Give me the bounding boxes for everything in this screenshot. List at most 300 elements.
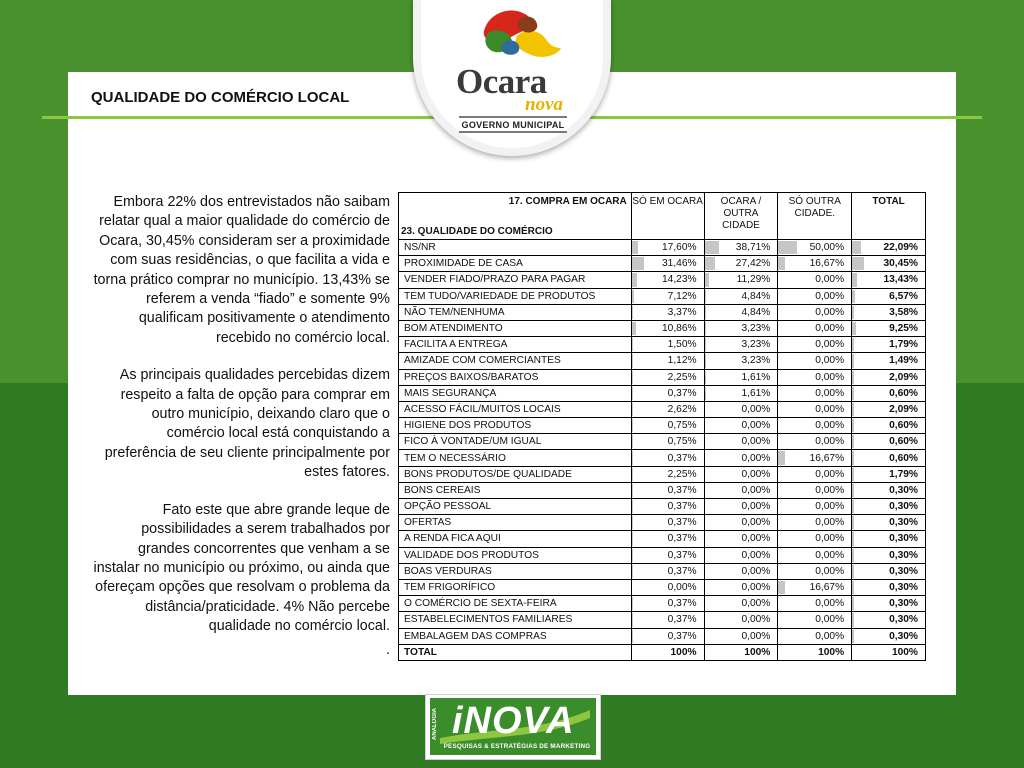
value-cell — [704, 337, 778, 353]
value-text: 0,30% — [889, 614, 918, 626]
value-text: 1,61% — [741, 371, 771, 383]
total-cell: 100% — [631, 644, 704, 660]
value-text: 17,60% — [662, 242, 697, 254]
analysis-paragraph: . — [386, 641, 390, 658]
value-text: 50,00% — [809, 242, 845, 254]
value-text: 0,30% — [889, 598, 918, 610]
total-cell: 100% — [852, 644, 926, 660]
row-label: PREÇOS BAIXOS/BARATOS — [399, 369, 632, 385]
value-cell — [852, 499, 926, 515]
value-bar — [632, 387, 633, 400]
value-text: 9,25% — [889, 323, 918, 335]
row-label: TOTAL — [399, 644, 632, 660]
value-cell — [631, 320, 704, 336]
table-row — [399, 612, 926, 628]
value-text: 0,00% — [815, 484, 845, 496]
value-text: 1,50% — [667, 339, 697, 351]
row-label: NS/NR — [399, 240, 632, 256]
value-text: 1,61% — [741, 387, 771, 399]
value-bar — [632, 273, 637, 286]
value-bar — [852, 532, 853, 545]
value-cell — [852, 418, 926, 434]
row-label: O COMÉRCIO DE SEXTA-FEIRA — [399, 596, 632, 612]
value-cell — [852, 547, 926, 563]
value-bar — [852, 484, 853, 497]
value-cell — [852, 256, 926, 272]
value-bar — [852, 290, 854, 303]
value-cell — [778, 385, 852, 401]
value-text: 0,00% — [815, 403, 845, 415]
value-bar — [852, 322, 856, 335]
value-text: 0,00% — [741, 403, 771, 415]
value-text: 38,71% — [735, 242, 771, 254]
value-text: 6,57% — [889, 290, 918, 302]
value-bar — [852, 338, 853, 351]
value-cell — [778, 320, 852, 336]
value-bar — [852, 630, 853, 643]
value-bar — [632, 500, 633, 513]
column-header: OCARA / OUTRA CIDADE — [704, 193, 778, 240]
inova-side-label: ANALOGIA — [432, 708, 438, 740]
table-row — [399, 563, 926, 579]
value-text: 10,86% — [662, 323, 697, 335]
value-text: 0,00% — [741, 517, 771, 529]
value-text: 0,30% — [889, 630, 918, 642]
crosstab-column-question: 17. COMPRA EM OCARA — [508, 196, 627, 207]
value-text: 0,00% — [741, 501, 771, 513]
row-label: BONS CEREAIS — [399, 482, 632, 498]
table-row — [399, 596, 926, 612]
value-cell — [852, 385, 926, 401]
row-label: OPÇÃO PESSOAL — [399, 499, 632, 515]
value-bar — [778, 257, 784, 270]
value-text: 0,37% — [667, 533, 697, 545]
value-text: 0,00% — [815, 306, 845, 318]
value-cell — [704, 320, 778, 336]
table-row — [399, 547, 926, 563]
inova-wordmark: iNOVA — [452, 700, 575, 742]
crosstab-row-question: 23. QUALIDADE DO COMÉRCIO — [401, 226, 553, 237]
value-cell — [704, 288, 778, 304]
value-text: 16,67% — [809, 258, 845, 270]
value-bar — [632, 451, 633, 464]
value-bar — [778, 451, 784, 464]
row-label: NÃO TEM/NENHUMA — [399, 304, 632, 320]
value-bar — [632, 630, 633, 643]
row-label: BOAS VERDURAS — [399, 563, 632, 579]
value-cell — [852, 304, 926, 320]
value-cell — [631, 450, 704, 466]
logo-badge — [421, 0, 603, 148]
value-bar — [632, 290, 635, 303]
value-text: 0,37% — [667, 501, 697, 513]
value-text: 16,67% — [809, 452, 845, 464]
value-text: 0,00% — [815, 614, 845, 626]
table-row — [399, 579, 926, 595]
value-cell — [704, 353, 778, 369]
value-cell — [852, 320, 926, 336]
value-bar — [852, 419, 853, 432]
value-text: 0,30% — [889, 501, 918, 513]
value-text: 0,60% — [889, 452, 918, 464]
value-bar — [852, 565, 853, 578]
value-bar — [632, 468, 633, 481]
logo-divider — [459, 116, 567, 118]
value-bar — [705, 257, 715, 270]
row-label: TEM FRIGORÍFICO — [399, 579, 632, 595]
value-cell — [631, 369, 704, 385]
value-text: 13,43% — [883, 274, 918, 286]
value-cell — [778, 450, 852, 466]
value-cell — [704, 612, 778, 628]
row-label: VENDER FIADO/PRAZO PARA PAGAR — [399, 272, 632, 288]
value-text: 0,00% — [815, 517, 845, 529]
value-text: 0,00% — [741, 436, 771, 448]
value-text: 0,00% — [815, 323, 845, 335]
value-bar — [852, 241, 860, 254]
value-text: 0,00% — [815, 290, 845, 302]
value-bar — [852, 403, 853, 416]
value-text: 0,37% — [667, 549, 697, 561]
value-cell — [631, 401, 704, 417]
row-label: A RENDA FICA AQUI — [399, 531, 632, 547]
analysis-text — [92, 193, 390, 660]
value-cell — [631, 612, 704, 628]
value-bar — [852, 597, 853, 610]
value-cell — [778, 628, 852, 644]
value-text: 30,45% — [883, 258, 918, 270]
value-cell — [631, 531, 704, 547]
value-bar — [632, 532, 633, 545]
table-body — [399, 240, 926, 661]
value-text: 0,37% — [667, 614, 697, 626]
value-cell — [778, 579, 852, 595]
value-bar — [632, 597, 633, 610]
value-text: 0,00% — [815, 274, 845, 286]
value-cell — [778, 369, 852, 385]
logo-name: Ocara — [456, 62, 547, 101]
value-cell — [852, 515, 926, 531]
value-cell — [778, 256, 852, 272]
value-bar — [705, 306, 707, 319]
value-text: 0,00% — [815, 549, 845, 561]
value-cell — [704, 515, 778, 531]
value-cell — [852, 401, 926, 417]
value-cell — [631, 288, 704, 304]
value-text: 0,00% — [741, 533, 771, 545]
table-row — [399, 450, 926, 466]
column-header: TOTAL — [852, 193, 926, 240]
value-text: 0,00% — [815, 468, 845, 480]
value-cell — [778, 563, 852, 579]
value-cell — [631, 563, 704, 579]
value-text: 0,37% — [667, 387, 697, 399]
value-text: 0,37% — [667, 517, 697, 529]
table-row — [399, 434, 926, 450]
value-text: 0,00% — [667, 582, 697, 594]
value-bar — [632, 257, 644, 270]
table-row — [399, 337, 926, 353]
value-text: 14,23% — [662, 274, 697, 286]
row-label: FACILITA A ENTREGA — [399, 337, 632, 353]
value-text: 0,00% — [741, 484, 771, 496]
value-text: 0,60% — [889, 420, 918, 432]
value-cell — [778, 337, 852, 353]
value-text: 0,00% — [815, 533, 845, 545]
table-row — [399, 482, 926, 498]
value-bar — [852, 581, 853, 594]
value-cell — [852, 563, 926, 579]
table-row — [399, 515, 926, 531]
table-row — [399, 288, 926, 304]
value-cell — [778, 612, 852, 628]
value-cell — [704, 547, 778, 563]
table-row — [399, 256, 926, 272]
value-cell — [704, 240, 778, 256]
row-label: MAIS SEGURANÇA — [399, 385, 632, 401]
value-text: 0,30% — [889, 517, 918, 529]
value-text: 3,23% — [741, 323, 771, 335]
value-bar — [852, 613, 853, 626]
value-cell — [852, 240, 926, 256]
table-total-row — [399, 644, 926, 660]
value-text: 3,58% — [889, 306, 918, 318]
value-text: 2,25% — [667, 371, 697, 383]
row-label: TEM TUDO/VARIEDADE DE PRODUTOS — [399, 288, 632, 304]
value-cell — [631, 337, 704, 353]
value-bar — [632, 549, 633, 562]
value-cell — [778, 515, 852, 531]
column-header: SÓ OUTRA CIDADE. — [778, 193, 852, 240]
value-bar — [632, 435, 633, 448]
table-row — [399, 418, 926, 434]
value-cell — [631, 482, 704, 498]
logo-government-label: GOVERNO MUNICIPAL — [461, 120, 565, 130]
value-cell — [704, 563, 778, 579]
value-text: 0,30% — [889, 533, 918, 545]
total-cell: 100% — [778, 644, 852, 660]
table-row — [399, 369, 926, 385]
value-text: 0,00% — [741, 565, 771, 577]
value-cell — [852, 612, 926, 628]
value-bar — [705, 322, 706, 335]
row-label: BONS PRODUTOS/DE QUALIDADE — [399, 466, 632, 482]
value-text: 0,00% — [815, 598, 845, 610]
value-text: 3,23% — [741, 355, 771, 367]
logo-divider — [459, 131, 567, 133]
value-bar — [632, 403, 633, 416]
table-row — [399, 385, 926, 401]
value-cell — [631, 240, 704, 256]
value-text: 11,29% — [736, 274, 771, 286]
value-cell — [852, 450, 926, 466]
row-label: EMBALAGEM DAS COMPRAS — [399, 628, 632, 644]
value-text: 0,00% — [815, 387, 845, 399]
value-text: 0,75% — [667, 436, 697, 448]
value-text: 2,09% — [889, 403, 918, 415]
value-text: 1,79% — [889, 468, 918, 480]
value-cell — [704, 628, 778, 644]
value-cell — [852, 353, 926, 369]
value-bar — [852, 516, 853, 529]
value-text: 0,00% — [815, 630, 845, 642]
value-bar — [632, 306, 633, 319]
value-cell — [852, 272, 926, 288]
value-cell — [704, 596, 778, 612]
value-cell — [631, 596, 704, 612]
value-cell — [852, 466, 926, 482]
value-text: 0,00% — [815, 565, 845, 577]
logo-subname: nova — [525, 94, 563, 115]
value-text: 0,37% — [667, 565, 697, 577]
row-label: FICO À VONTADE/UM IGUAL — [399, 434, 632, 450]
value-text: 7,12% — [667, 290, 697, 302]
value-cell — [631, 499, 704, 515]
value-cell — [704, 466, 778, 482]
value-bar — [705, 371, 706, 384]
value-bar — [632, 484, 633, 497]
row-label: VALIDADE DOS PRODUTOS — [399, 547, 632, 563]
value-cell — [778, 434, 852, 450]
value-cell — [852, 434, 926, 450]
value-cell — [704, 531, 778, 547]
value-cell — [778, 499, 852, 515]
value-cell — [852, 369, 926, 385]
value-cell — [778, 547, 852, 563]
value-text: 16,67% — [809, 582, 845, 594]
value-text: 0,30% — [889, 549, 918, 561]
value-cell — [631, 385, 704, 401]
value-text: 22,09% — [883, 242, 918, 254]
value-text: 0,00% — [741, 630, 771, 642]
value-text: 0,30% — [889, 582, 918, 594]
table-row — [399, 531, 926, 547]
value-bar — [632, 322, 636, 335]
value-cell — [778, 272, 852, 288]
value-cell — [631, 515, 704, 531]
value-text: 1,12% — [667, 355, 697, 367]
value-text: 0,00% — [815, 501, 845, 513]
value-text: 1,79% — [889, 339, 918, 351]
value-cell — [704, 385, 778, 401]
table-row — [399, 272, 926, 288]
row-label: TEM O NECESSÁRIO — [399, 450, 632, 466]
commerce-quality-table — [398, 192, 926, 661]
value-bar — [852, 273, 857, 286]
value-text: 3,23% — [741, 339, 771, 351]
value-cell — [852, 596, 926, 612]
value-cell — [778, 466, 852, 482]
value-cell — [778, 353, 852, 369]
value-text: 0,37% — [667, 484, 697, 496]
value-bar — [632, 354, 633, 367]
row-label: HIGIENE DOS PRODUTOS — [399, 418, 632, 434]
value-text: 0,00% — [741, 468, 771, 480]
value-text: 0,00% — [741, 582, 771, 594]
value-cell — [852, 579, 926, 595]
value-bar — [705, 290, 707, 303]
value-bar — [632, 338, 633, 351]
value-cell — [778, 482, 852, 498]
value-cell — [852, 482, 926, 498]
value-text: 0,30% — [889, 565, 918, 577]
value-bar — [852, 371, 853, 384]
value-text: 0,00% — [741, 598, 771, 610]
analysis-paragraph: As principais qualidades percebidas dizem respeito a falta de opção para comprar em outro município, deixando claro que o comércio local está conquistando a preferência de seu cliente principalmente por estes fatores. — [104, 367, 390, 481]
value-bar — [852, 435, 853, 448]
value-text: 0,00% — [741, 549, 771, 561]
value-text: 0,00% — [815, 339, 845, 351]
value-bar — [632, 241, 639, 254]
value-cell — [704, 450, 778, 466]
value-bar — [632, 516, 633, 529]
value-text: 0,37% — [667, 598, 697, 610]
value-cell — [631, 304, 704, 320]
value-cell — [778, 418, 852, 434]
table-row — [399, 401, 926, 417]
value-bar — [852, 387, 853, 400]
value-cell — [852, 337, 926, 353]
value-text: 0,75% — [667, 420, 697, 432]
value-text: 0,60% — [889, 436, 918, 448]
value-cell — [704, 482, 778, 498]
value-text: 0,30% — [889, 484, 918, 496]
value-cell — [704, 369, 778, 385]
value-text: 0,00% — [815, 420, 845, 432]
value-cell — [631, 547, 704, 563]
table-row — [399, 304, 926, 320]
value-text: 0,00% — [815, 436, 845, 448]
value-bar — [632, 613, 633, 626]
value-text: 0,37% — [667, 630, 697, 642]
value-text: 0,60% — [889, 387, 918, 399]
value-bar — [778, 241, 797, 254]
value-cell — [778, 304, 852, 320]
row-label: OFERTAS — [399, 515, 632, 531]
value-text: 0,00% — [741, 420, 771, 432]
value-bar — [632, 565, 633, 578]
value-text: 2,09% — [889, 371, 918, 383]
value-bar — [705, 387, 706, 400]
row-label: ACESSO FÁCIL/MUITOS LOCAIS — [399, 401, 632, 417]
value-cell — [631, 353, 704, 369]
value-text: 0,37% — [667, 452, 697, 464]
value-text: 0,00% — [741, 614, 771, 626]
value-bar — [852, 549, 853, 562]
page-title: QUALIDADE DO COMÉRCIO LOCAL — [91, 89, 350, 106]
value-text: 3,37% — [667, 306, 697, 318]
total-cell: 100% — [704, 644, 778, 660]
value-cell — [778, 531, 852, 547]
value-cell — [704, 256, 778, 272]
value-bar — [705, 241, 720, 254]
value-bar — [705, 338, 706, 351]
value-bar — [705, 354, 706, 367]
row-label: BOM ATENDIMENTO — [399, 320, 632, 336]
value-text: 2,62% — [667, 403, 697, 415]
column-header: SÓ EM OCARA — [631, 193, 704, 240]
value-bar — [852, 500, 853, 513]
value-text: 0,00% — [815, 355, 845, 367]
value-cell — [852, 628, 926, 644]
value-cell — [704, 401, 778, 417]
value-text: 0,00% — [741, 452, 771, 464]
value-text: 4,84% — [741, 306, 771, 318]
value-cell — [631, 628, 704, 644]
value-bar — [852, 451, 853, 464]
value-cell — [631, 434, 704, 450]
value-text: 1,49% — [889, 355, 918, 367]
